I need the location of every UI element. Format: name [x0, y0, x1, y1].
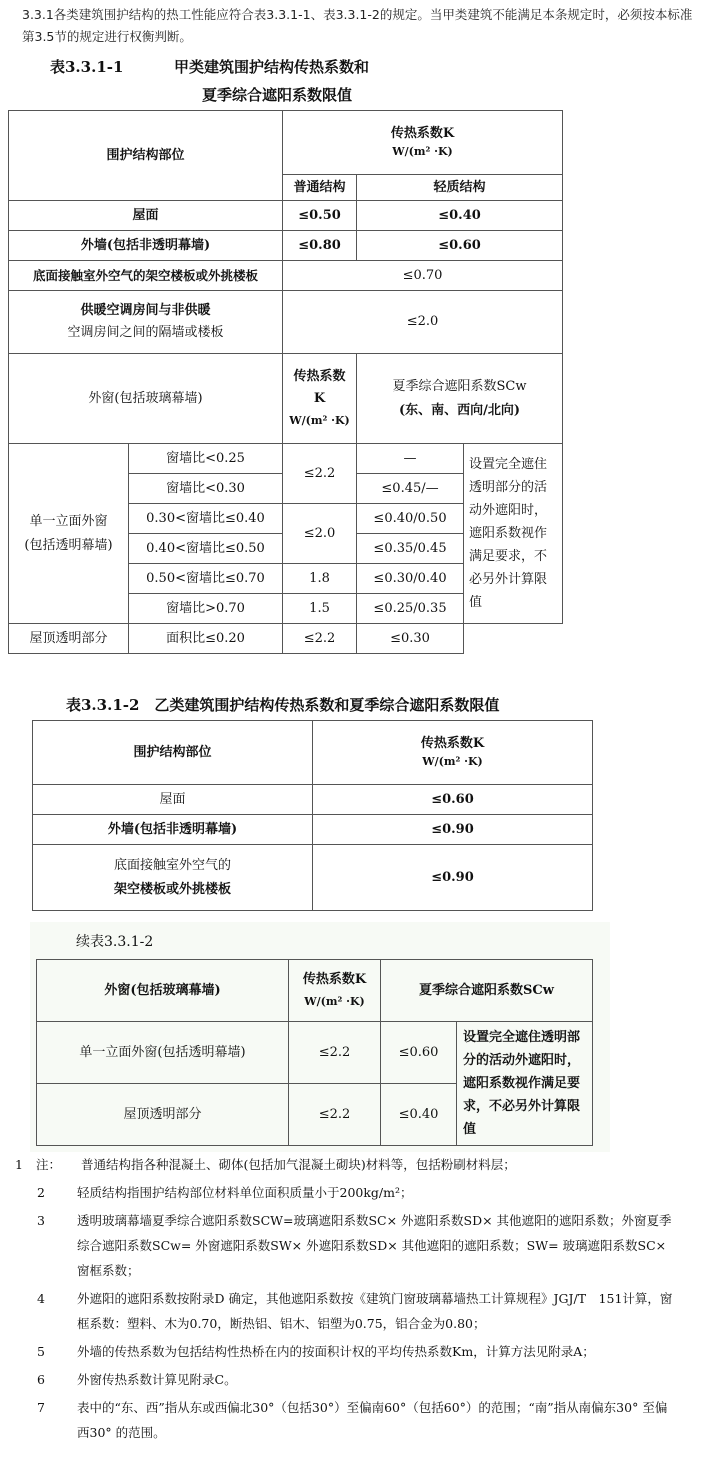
- table1-window-header-label: 外窗(包括玻璃幕墙): [9, 354, 283, 444]
- table1-sc: ≤0.25/0.35: [357, 594, 464, 624]
- table1-ratio: 窗墙比>0.70: [129, 594, 283, 624]
- note-item: [36, 1367, 676, 1392]
- table1-k-row5: 1.8: [283, 564, 357, 594]
- note-item: [36, 1208, 676, 1283]
- table1-partition-label: [9, 291, 283, 354]
- table3-row2-label: 屋顶透明部分: [37, 1084, 289, 1146]
- notes-prefix: 注：: [36, 1157, 62, 1172]
- table1-single-facade-label: [9, 444, 129, 624]
- note-number: 2: [37, 1185, 45, 1200]
- table2-floor-line2: 架空楼板或外挑楼板: [113, 881, 231, 897]
- table1-floor-label: 底面接触室外空气的架空楼板或外挑楼板: [9, 261, 283, 291]
- note-number: 4: [37, 1291, 45, 1306]
- table1-header-light: 轻质结构: [357, 175, 563, 201]
- table2: [32, 720, 593, 911]
- table3-row2-sc: ≤0.40: [381, 1084, 457, 1146]
- table1-window-k-line3: W/(m² ·K): [289, 413, 350, 427]
- note-item: [36, 1180, 676, 1205]
- table2-floor-label: [33, 845, 313, 911]
- note-text: 透明玻璃幕墙夏季综合遮阳系数SCW=玻璃遮阳系数SC× 外遮阳系数SD× 其他遮阳的遮阳系数；外窗夏季综合遮阳系数SCw= 外窗遮阳系数SW× 外遮阳系数SD× 其他遮阳的遮阳系数；SW= 玻璃遮阳系数SC× 窗框系数；: [77, 1213, 672, 1278]
- table2-floor-line1: 底面接触室外空气的: [113, 857, 231, 873]
- table3-header-k-line2: W/(m² ·K): [304, 994, 365, 1008]
- note-number: 3: [37, 1213, 45, 1228]
- note-text: 外墙的传热系数为包括结构性热桥在内的按面积计权的平均传热系数Km，计算方法见附录A；: [77, 1344, 595, 1359]
- table1-skylight-k: ≤2.2: [283, 624, 357, 654]
- table2-header-k: [313, 721, 593, 785]
- table1-header-normal: 普通结构: [283, 175, 357, 201]
- table1-skylight-ratio: 面积比≤0.20: [129, 624, 283, 654]
- table1-ratio: 窗墙比<0.30: [129, 474, 283, 504]
- table2-roof-label: 屋面: [33, 785, 313, 815]
- table3-row1-sc: ≤0.60: [381, 1022, 457, 1084]
- table2-caption: 表3.3.1-2 乙类建筑围护结构传热系数和夏季综合遮阳系数限值: [66, 696, 500, 714]
- table2-wall-value: ≤0.90: [313, 815, 593, 845]
- note-number: 5: [37, 1344, 45, 1359]
- table1-sc: ≤0.40/0.50: [357, 504, 464, 534]
- table1-roof-label: 屋面: [9, 201, 283, 231]
- table1-header-k-label: 传热系数K: [390, 125, 455, 141]
- table3-row1-label: 单一立面外窗(包括透明幕墙): [37, 1022, 289, 1084]
- table1-window-sc-line2: (东、南、西向/北向): [398, 402, 521, 418]
- note-item: [15, 1152, 676, 1177]
- table1-ratio: 窗墙比<0.25: [129, 444, 283, 474]
- table3-row1-k: ≤2.2: [289, 1022, 381, 1084]
- table3-header-k-line1: 传热系数K: [302, 971, 367, 987]
- table2-header-k-unit: W/(m² ·K): [422, 754, 483, 768]
- table1-single-facade-line1: 单一立面外窗: [29, 513, 108, 529]
- table1-header-k-unit: W/(m² ·K): [392, 144, 453, 158]
- table1-window-sc-line1: 夏季综合遮阳系数SCw: [392, 378, 527, 394]
- table3-header-window: 外窗(包括玻璃幕墙): [37, 960, 289, 1022]
- table1-partition-line2: 空调房间之间的隔墙或楼板: [67, 325, 224, 340]
- note-text: 轻质结构指围护结构部位材料单位面积质量小于200kg/m²；: [77, 1185, 413, 1200]
- table1-wall-light: ≤0.60: [357, 231, 563, 261]
- table1-wall-normal: ≤0.80: [283, 231, 357, 261]
- table1-wall-label: 外墙(包括非透明幕墙): [9, 231, 283, 261]
- table1-ratio: 0.50<窗墙比≤0.70: [129, 564, 283, 594]
- table1-ratio: 0.30<窗墙比≤0.40: [129, 504, 283, 534]
- table3-note: 设置完全遮住透明部分的活动外遮阳时，遮阳系数视作满足要求，不必另外计算限值: [457, 1022, 593, 1146]
- note-text: 表中的“东、西”指从东或西偏北30°（包括30°）至偏南60°（包括60°）的范围；“南”指从南偏东30° 至偏西30° 的范围。: [77, 1400, 668, 1440]
- note-item: [36, 1395, 676, 1445]
- table2-roof-value: ≤0.60: [313, 785, 593, 815]
- table1-sc: ≤0.30/0.40: [357, 564, 464, 594]
- table1-window-header-sc: [357, 354, 563, 444]
- table3: [36, 959, 593, 1146]
- table1-k-group2: ≤2.0: [283, 504, 357, 564]
- table1-skylight-label: 屋顶透明部分: [9, 624, 129, 654]
- table2-header-part: 围护结构部位: [33, 721, 313, 785]
- note-number: 1: [15, 1157, 23, 1172]
- note-item: [36, 1339, 676, 1364]
- table1-window-k-line1: 传热系数: [293, 368, 346, 384]
- table2-floor-value: ≤0.90: [313, 845, 593, 911]
- table2-wall-label: 外墙(包括非透明幕墙): [33, 815, 313, 845]
- note-text: 普通结构指各种混凝土、砌体(包括加气混凝土砌块)材料等，包括粉刷材料层；: [81, 1157, 516, 1172]
- table3-header-sc: 夏季综合遮阳系数SCw: [381, 960, 593, 1022]
- table1-window-header-k: [283, 354, 357, 444]
- table1-roof-normal: ≤0.50: [283, 201, 357, 231]
- table1-k-group1: ≤2.2: [283, 444, 357, 504]
- table1-header-k: [283, 111, 563, 175]
- table1-note-column: 设置完全遮住透明部分的活动外遮阳时，遮阳系数视作满足要求，不必另外计算限值: [464, 444, 563, 624]
- table1-partition-line1: 供暖空调房间与非供暖: [80, 303, 211, 318]
- continued-table-title: 续表3.3.1-2: [76, 934, 154, 950]
- table1-window-k-line2: K: [313, 390, 326, 406]
- table1-partition-value: ≤2.0: [283, 291, 563, 354]
- note-number: 6: [37, 1372, 45, 1387]
- table1-caption-line1: 甲类建筑围护结构传热系数和: [174, 58, 370, 76]
- table3-header-k: [289, 960, 381, 1022]
- table1-ratio: 0.40<窗墙比≤0.50: [129, 534, 283, 564]
- note-text: 外窗传热系数计算见附录C。: [77, 1372, 237, 1387]
- table1-single-facade-line2: (包括透明幕墙): [24, 537, 113, 553]
- notes-section: [15, 1152, 676, 1448]
- table1-sc: —: [357, 444, 464, 474]
- table1-skylight-sc: ≤0.30: [357, 624, 464, 654]
- note-number: 7: [37, 1400, 45, 1415]
- note-item: [36, 1286, 676, 1336]
- table1-roof-light: ≤0.40: [357, 201, 563, 231]
- table2-header-k-label: 传热系数K: [420, 735, 485, 751]
- note-text: 外遮阳的遮阳系数按附录D 确定，其他遮阳系数按《建筑门窗玻璃幕墙热工计算规程》JGJ/T 151计算，窗框系数：塑料、木为0.70，断热铝、铝木、铝塑为0.75，铝合金为0.80；: [77, 1291, 673, 1331]
- table1-k-row6: 1.5: [283, 594, 357, 624]
- table3-row2-k: ≤2.2: [289, 1084, 381, 1146]
- table1-sc: ≤0.35/0.45: [357, 534, 464, 564]
- table1-sc: ≤0.45/—: [357, 474, 464, 504]
- table1-caption-number: 表3.3.1-1: [50, 58, 124, 76]
- table1-floor-value: ≤0.70: [283, 261, 563, 291]
- table1-caption-line2: 夏季综合遮阳系数限值: [202, 86, 353, 104]
- intro-paragraph: 3.3.1各类建筑围护结构的热工性能应符合表3.3.1-1、表3.3.1-2的规定。当甲类建筑不能满足本条规定时，必须按本标准第3.5节的规定进行权衡判断。: [22, 7, 693, 44]
- table1-header-part: 围护结构部位: [9, 111, 283, 201]
- table1: [8, 110, 563, 654]
